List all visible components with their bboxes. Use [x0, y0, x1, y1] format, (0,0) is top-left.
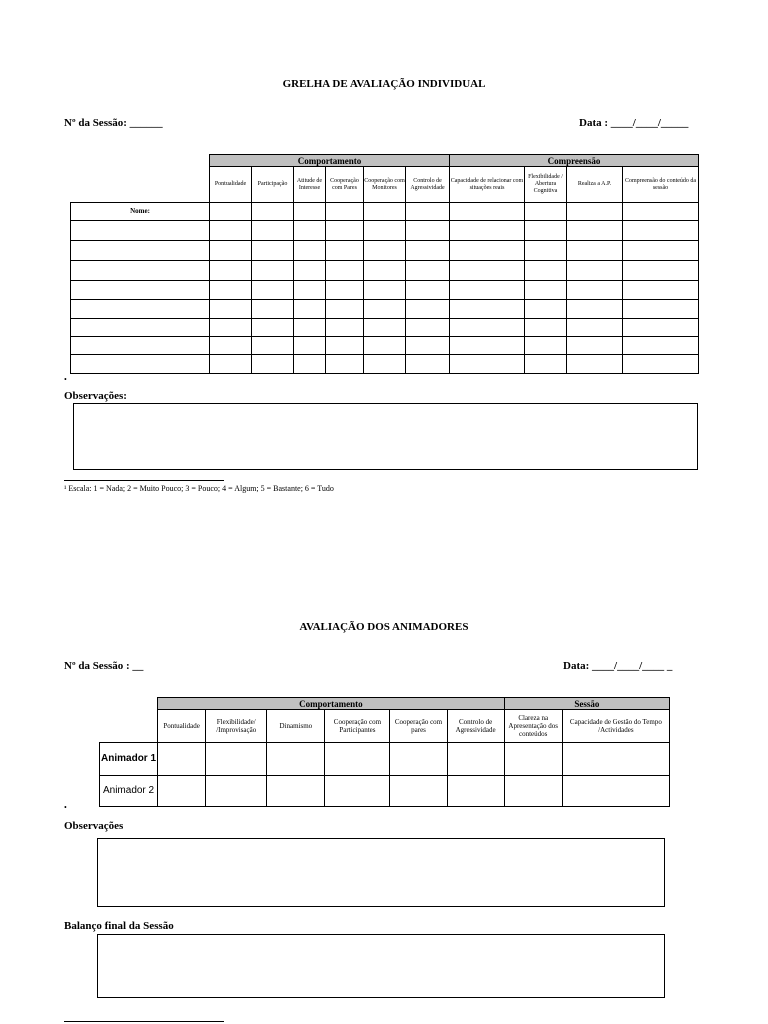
- group-sessao: Sessão: [504, 698, 669, 710]
- name-cell[interactable]: [71, 300, 210, 319]
- name-cell[interactable]: [71, 261, 210, 281]
- grid-cell[interactable]: [623, 203, 699, 221]
- group-comportamento: Comportamento: [210, 155, 450, 167]
- grid-cell[interactable]: [158, 776, 206, 807]
- form2-date: Data: ____/____/____ _: [563, 660, 673, 672]
- grid-cell[interactable]: [525, 203, 567, 221]
- grid-cell[interactable]: [210, 203, 252, 221]
- col-header: Cooperação com Pares: [326, 167, 364, 203]
- form2-title: AVALIAÇÃO DOS ANIMADORES: [299, 621, 469, 633]
- grid-cell[interactable]: [158, 743, 206, 776]
- form2-observations-box[interactable]: [97, 838, 665, 907]
- form1-observations-box[interactable]: [73, 403, 698, 470]
- footnote-divider: [64, 1021, 224, 1022]
- col-header: Controlo de Agressividade: [406, 167, 450, 203]
- grid-cell[interactable]: [390, 743, 447, 776]
- group-compreensao: Compreensão: [450, 155, 699, 167]
- col-header: Participação: [252, 167, 294, 203]
- col-header: Atitude de Interesse: [294, 167, 326, 203]
- bullet-mark: •: [64, 803, 67, 812]
- col-header: Realiza a A.P.: [567, 167, 623, 203]
- name-header: Nome:: [71, 203, 210, 221]
- group-comportamento: Comportamento: [158, 698, 505, 710]
- name-cell[interactable]: [71, 337, 210, 355]
- name-cell[interactable]: [71, 221, 210, 241]
- grid-cell[interactable]: [325, 743, 390, 776]
- col-header: Capacidade de Gestão do Tempo /Actividades: [562, 710, 669, 743]
- animator-1-label: Animador 1: [100, 743, 158, 776]
- grid-cell[interactable]: [267, 776, 325, 807]
- scale-footnote: ¹ Escala: 1 = Nada; 2 = Muito Pouco; 3 = Pouco; 4 = Algum; 5 = Bastante; 6 = Tudo: [64, 484, 334, 493]
- col-header: Dinamismo: [267, 710, 325, 743]
- form1-session-number: Nº da Sessão: ______: [64, 117, 163, 129]
- table-row: [71, 241, 699, 261]
- grid-cell[interactable]: [447, 743, 504, 776]
- col-header: Cooperação com pares: [390, 710, 447, 743]
- grid-cell[interactable]: [364, 203, 406, 221]
- table-row: [100, 743, 670, 776]
- session-balance-box[interactable]: [97, 934, 665, 998]
- grid-cell[interactable]: [567, 203, 623, 221]
- grid-cell[interactable]: [562, 743, 669, 776]
- grid-cell[interactable]: [206, 743, 267, 776]
- col-header: Cooperação com Monitores: [364, 167, 406, 203]
- col-header: Flexibilidade / Abertura Cognitiva: [525, 167, 567, 203]
- name-cell[interactable]: [71, 319, 210, 337]
- grid-cell[interactable]: [252, 203, 294, 221]
- table-row: [71, 355, 699, 374]
- grid-cell[interactable]: [294, 203, 326, 221]
- col-header: Pontualidade: [210, 167, 252, 203]
- form2-animators-grid: [99, 697, 670, 807]
- table-row: [71, 300, 699, 319]
- form1-title: GRELHA DE AVALIAÇÃO INDIVIDUAL: [282, 78, 486, 90]
- grid-cell[interactable]: [447, 776, 504, 807]
- col-header: Pontualidade: [158, 710, 206, 743]
- grid-cell[interactable]: [406, 203, 450, 221]
- grid-cell[interactable]: [390, 776, 447, 807]
- form2-session-number: Nº da Sessão : __: [64, 660, 144, 672]
- grid-cell[interactable]: [326, 203, 364, 221]
- name-cell[interactable]: [71, 281, 210, 300]
- session-balance-label: Balanço final da Sessão: [64, 920, 174, 932]
- col-header: Clareza na Apresentação dos conteúdos: [504, 710, 562, 743]
- footnote-divider: [64, 480, 224, 481]
- bullet-mark: •: [64, 375, 67, 384]
- table-row: [71, 281, 699, 300]
- form2-observations-label: Observações: [64, 820, 124, 832]
- grid-cell[interactable]: [325, 776, 390, 807]
- col-header: Cooperação com Participantes: [325, 710, 390, 743]
- table-row: [71, 337, 699, 355]
- form1-evaluation-grid: [70, 154, 699, 374]
- form1-observations-label: Observações:: [64, 390, 127, 402]
- form1-date: Data : ____/____/_____: [579, 117, 689, 129]
- grid-cell[interactable]: [504, 776, 562, 807]
- name-cell[interactable]: [71, 355, 210, 374]
- table-row: [71, 261, 699, 281]
- table-row: [100, 776, 670, 807]
- grid-cell[interactable]: [206, 776, 267, 807]
- grid-cell[interactable]: [450, 203, 525, 221]
- animator-2-label: Animador 2: [100, 776, 158, 807]
- col-header: Capacidade de relacionar com situações reais: [450, 167, 525, 203]
- col-header: Compreensão do conteúdo da sessão: [623, 167, 699, 203]
- grid-cell[interactable]: [562, 776, 669, 807]
- table-row: [71, 221, 699, 241]
- name-cell[interactable]: [71, 241, 210, 261]
- grid-cell[interactable]: [504, 743, 562, 776]
- col-header: Controlo de Agressividade: [447, 710, 504, 743]
- grid-cell[interactable]: [267, 743, 325, 776]
- col-header: Flexibilidade/ /Improvisação: [206, 710, 267, 743]
- table-row: [71, 319, 699, 337]
